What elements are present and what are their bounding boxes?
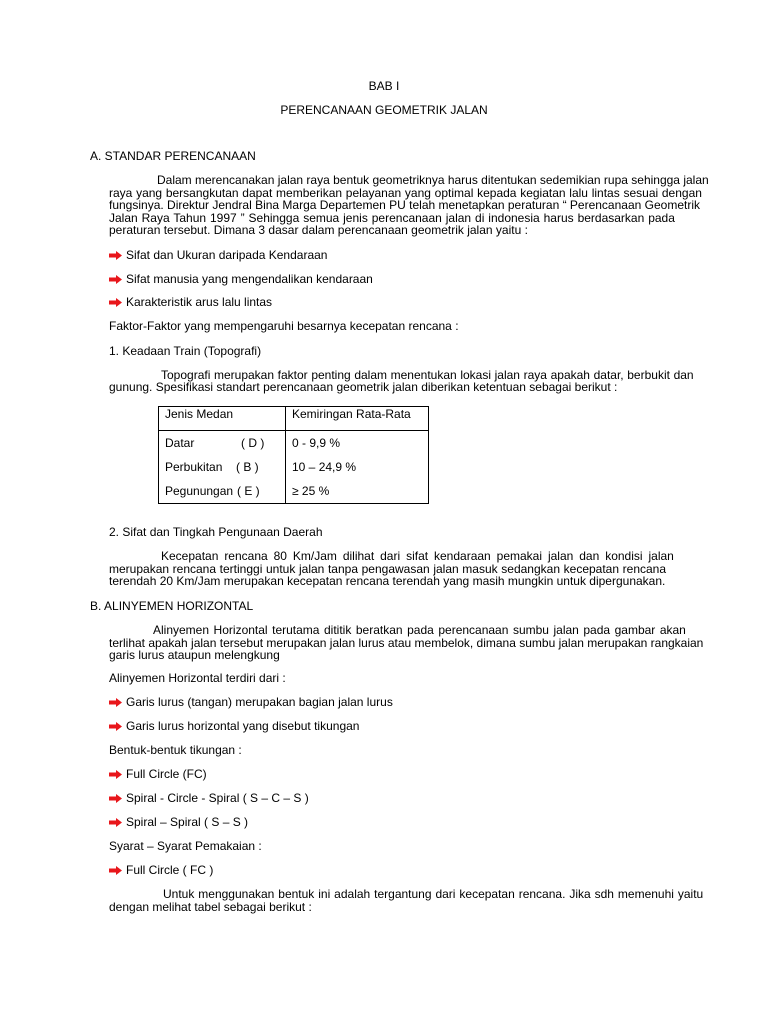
arrow-right-icon [109,866,122,875]
list-item-label: Garis lurus (tangan) merupakan bagian jalan lurus [126,695,393,709]
factors-intro: Faktor-Faktor yang mempengaruhi besarnya kecepatan rencana : [109,319,459,333]
list-item-label: Garis lurus horizontal yang disebut tikungan [126,719,360,733]
section-b-heading: B. ALINYEMEN HORIZONTAL [90,599,254,613]
slope-value: 10 – 24,9 % [292,460,357,474]
table-row [165,431,285,455]
paragraph-line: Alinyemen Horizontal terutama dititik beratkan pada perencanaan sumbu jalan pada gambar akan [153,623,686,637]
paragraph-line: terendah 20 Km/Jam merupakan kecepatan rencana terendah yang masih mungkin untuk dipergunakan. [109,574,666,588]
paragraph-line: gunung. Spesifikasi standart perencanaan geometrik jalan diberikan ketentuan sebagai berikut : [109,380,618,394]
paragraph-line: garis lurus ataupun melengkung [109,648,280,662]
slope-value: 0 - 9,9 % [292,436,341,450]
paragraph-line: raya yang bersangkutan dapat memberikan pelayanan yang optimal kepada kegiatan lalu lintas sesuai dengan [109,186,702,200]
arrow-right-icon [109,298,122,307]
paragraph-line: Dalam merencanakan jalan raya bentuk geometriknya harus ditentukan sedemikian rupa sehingga jalan [157,173,709,187]
paragraph-line: peraturan tersebut. Dimana 3 dasar dalam perencanaan geometrik jalan yaitu : [109,223,528,237]
arrow-right-icon [109,275,122,284]
list-item [109,864,213,877]
list-item [109,816,248,829]
paragraph-line: fungsinya. Direktur Jendral Bina Marga Departemen PU telah menetapkan peraturan “ Perencanaan Geometrik [109,198,700,212]
list-item-label: Sifat manusia yang mengendalikan kendaraan [126,272,373,286]
terrain-name: Pegunungan [165,484,234,498]
list-item-label: Spiral – Spiral ( S – S ) [126,815,249,829]
list-item [109,249,327,262]
terrain-code: ( D ) [241,436,265,450]
shapes-label: Bentuk-bentuk tikungan : [109,743,242,757]
list-item-label: Sifat dan Ukuran daripada Kendaraan [126,248,328,262]
table-body [159,431,429,504]
slope-value: ≥ 25 % [292,484,330,498]
table-header-row [159,407,429,431]
list-item-label: Full Circle (FC) [126,767,207,781]
table-header-cell: Jenis Medan [159,407,286,431]
terrain-slope-table [158,406,429,504]
list-item [109,296,272,309]
section-a-heading: A. STANDAR PERENCANAAN [90,149,256,163]
list-item [109,792,309,805]
page-title: PERENCANAAN GEOMETRIK JALAN [280,103,488,117]
chapter-label: BAB I [368,79,400,93]
paragraph-line: Kecepatan rencana 80 Km/Jam dilihat dari sifat kendaraan pemakai jalan dan kondisi jalan [161,549,674,563]
list-item-label: Full Circle ( FC ) [126,863,214,877]
arrow-right-icon [109,251,122,260]
paragraph-line: Topografi merupakan faktor penting dalam menentukan lokasi jalan raya apakah datar, berbukit dan [161,368,694,382]
list-item [109,273,373,286]
terrain-name: Datar [165,436,195,450]
terrain-code: ( E ) [237,484,260,498]
arrow-right-icon [109,794,122,803]
list-item [109,696,393,709]
arrow-right-icon [109,818,122,827]
table-row [165,455,285,479]
paragraph-line: merupakan rencana tertinggi untuk jalan tanpa pengawasan jalan masuk sedangkan kecepatan rencana [109,562,667,576]
paragraph-line: Untuk menggunakan bentuk ini adalah tergantung dari kecepatan rencana. Jika sdh memenuhi yaitu [163,887,704,901]
requirements-label: Syarat – Syarat Pemakaian : [109,839,262,853]
consists-label: Alinyemen Horizontal terdiri dari : [109,671,286,685]
numbered-item-1: 1. Keadaan Train (Topografi) [109,344,262,358]
list-item-label: Spiral - Circle - Spiral ( S – C – S ) [126,791,309,805]
list-item-label: Karakteristik arus lalu lintas [126,295,273,309]
table-row [165,479,285,503]
paragraph-line: Jalan Raya Tahun 1997 ” Sehingga semua jenis perencanaan jalan di indonesia harus berdasarkan pada [109,211,675,225]
list-item [109,720,359,733]
arrow-right-icon [109,698,122,707]
list-item [109,768,207,781]
arrow-right-icon [109,770,122,779]
terrain-name: Perbukitan [165,460,223,474]
arrow-right-icon [109,722,122,731]
paragraph-line: dengan melihat tabel sebagai berikut : [109,900,312,914]
numbered-item-2: 2. Sifat dan Tingkah Pengunaan Daerah [109,525,323,539]
terrain-code: ( B ) [236,460,259,474]
table-header-cell: Kemiringan Rata-Rata [286,407,429,431]
paragraph-line: terlihat apakah jalan tersebut merupakan jalan lurus atau membelok, dimana sumbu jalan merupakan rangkaian [109,636,704,650]
